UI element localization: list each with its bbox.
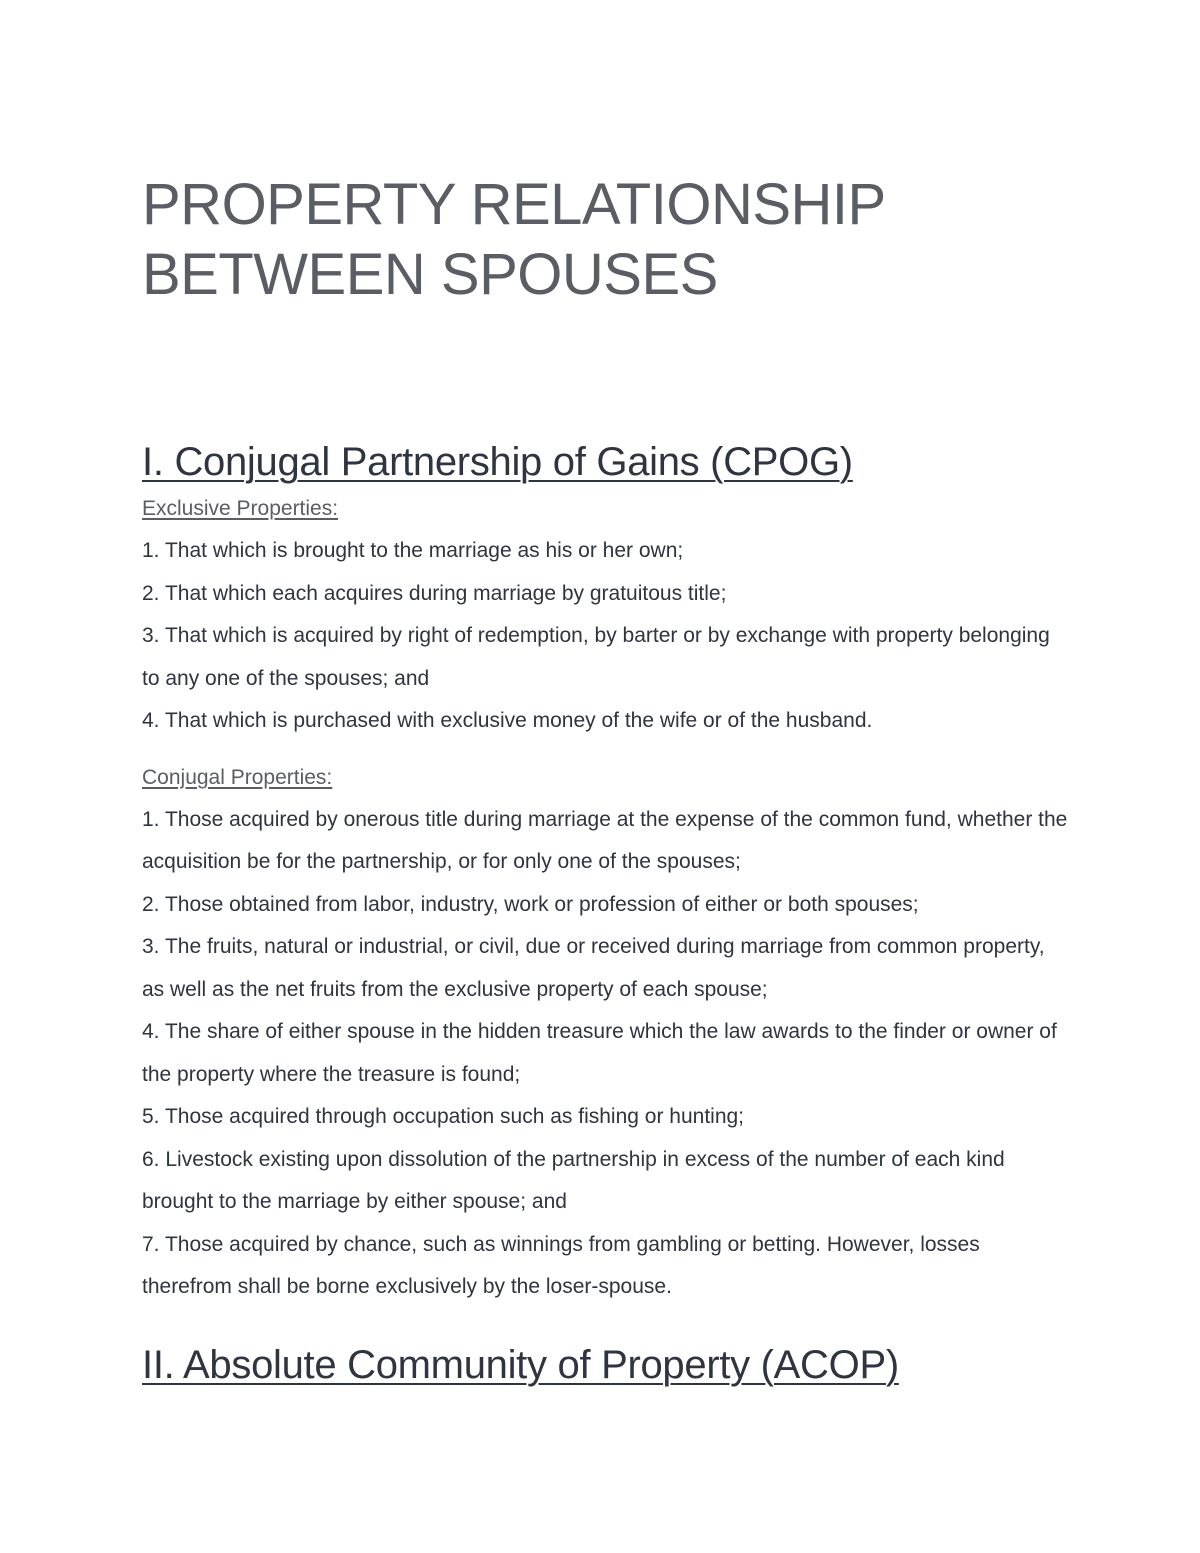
list-item: 6. Livestock existing upon dissolution of the partnership in excess of the number of each kind brought to the marriage by either spouse; and: [142, 1147, 1005, 1213]
exclusive-properties-list: [142, 530, 1072, 743]
list-item: 1. Those acquired by onerous title during marriage at the expense of the common fund, whether the acquisition be for the partnership, or for only one of the spouses;: [142, 807, 1068, 873]
list-item: 2. That which each acquires during marriage by gratuitous title;: [142, 581, 727, 605]
list-item: 7. Those acquired by chance, such as winnings from gambling or betting. However, losses therefrom shall be borne exclusively by the loser-spouse.: [142, 1232, 980, 1298]
conjugal-properties-list: [142, 799, 1072, 1309]
list-item: 1. That which is brought to the marriage as his or her own;: [142, 539, 684, 562]
list-item: 4. The share of either spouse in the hidden treasure which the law awards to the finder or owner of the property where the treasure is found;: [142, 1020, 1057, 1086]
list-item: 5. Those acquired through occupation such as fishing or hunting;: [142, 1105, 745, 1128]
section-heading-acop: II. Absolute Community of Property (ACOP): [142, 1342, 899, 1387]
list-item: 2. Those obtained from labor, industry, work or profession of either or both spouses;: [142, 892, 919, 916]
list-item: 3. That which is acquired by right of redemption, by barter or by exchange with property belonging to any one of the spouses; and: [142, 624, 1050, 690]
list-item: 3. The fruits, natural or industrial, or civil, due or received during marriage from common property, as well as the net fruits from the exclusive property of each spouse;: [142, 935, 1045, 1001]
document-title: [142, 170, 1072, 310]
exclusive-properties-label: Exclusive Properties:: [142, 497, 339, 520]
title-line-1: PROPERTY RELATIONSHIP: [142, 172, 886, 237]
conjugal-properties-label: Conjugal Properties:: [142, 765, 333, 789]
section-heading-cpog: I. Conjugal Partnership of Gains (CPOG): [142, 440, 853, 484]
list-item: 4. That which is purchased with exclusive money of the wife or of the husband.: [142, 709, 873, 732]
title-line-2: BETWEEN SPOUSES: [142, 242, 718, 307]
document-page: [142, 170, 1072, 1389]
